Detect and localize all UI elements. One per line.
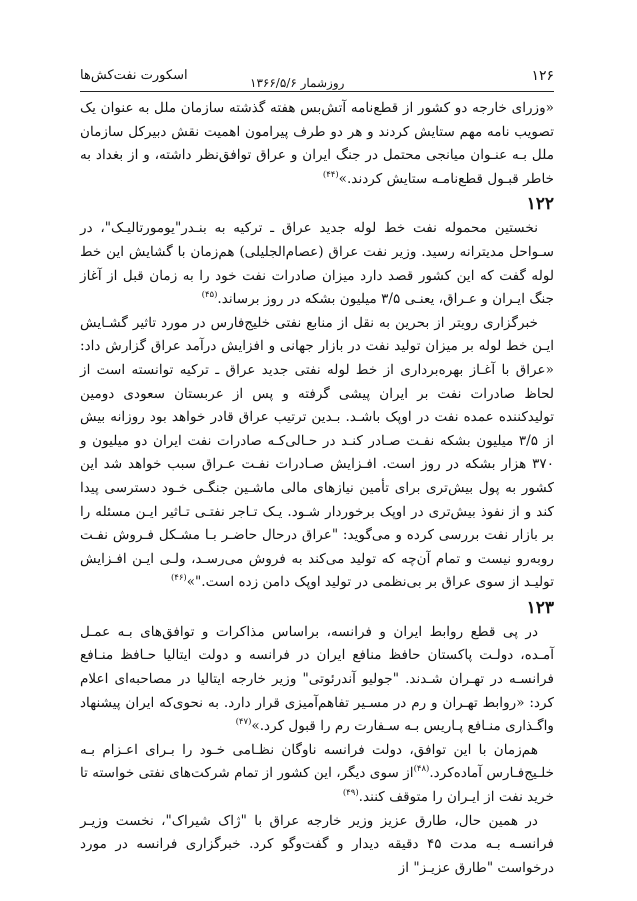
- footnote-ref: (۴۴): [322, 169, 339, 180]
- page-number: ۱۲۶: [531, 68, 554, 84]
- paragraph: «وزرای خارجه دو کشور از قطع‌نامه آتش‌بس هفته گذشته سازمان ملل به عنوان یک تصویب نامه مهم ستایش کردند و هر دو طرف پیرامون اهمیت نقش دبیرکل سازمان ملل بـه عنـوان میانجی محتمل در جنگ ایران و عراق توافق‌نظر داشته، و از بغداد به خاطر قبـول قطع‌نامـه ستایش کردند.»$^{(۴۴)}$: [80, 100, 554, 187]
- paragraph: در پی قطع روابط ایران و فرانسه، براساس مذاکرات و توافق‌های بـه عمـل آمـده، دولـت پاکستان حافظ منافع ایران در فرانسه و دولت ایتالیا حـافظ منـافع فرانسـه در تهـران شـدند. "جولیو آندرئوتی" وزیر خارجه ایتالیا در مصاحبه‌ای اعلام کرد: «روابط تهـران و رم در مسـیر تفاهم‌آمیزی قرار دارد. به نحوی‌که ایران پیشنهاد واگـذاری منـافع پـاریس بـه سـفارت رم را قبول کرد.»$^{(۴۷)}$: [80, 623, 554, 735]
- paragraph: در همین حال، طارق عزیز وزیر خارجه عراق با "ژاک شیراک"، نخست وزیـر فرانسـه بـه مدت ۴۵ دقیقه دیدار و گفت‌وگو کرد. خبرگزاری فرانسه در مورد درخواست "طارق عزیـز" از: [80, 812, 554, 876]
- running-title: اسکورت نفت‌کش‌ها: [80, 68, 188, 83]
- footnote-ref: (۴۷): [235, 717, 252, 728]
- page-body: [80, 97, 554, 880]
- section-number: ۱۲۲: [526, 194, 554, 215]
- footnote-ref: (۴۹): [342, 788, 359, 799]
- paragraph: هم‌زمان با این توافق، دولت فرانسه ناوگان نظـامی خـود را بـرای اعـزام بـه خلـیج‌فـارس آماده‌کرد.$^{(۴۸)}$از سوی دیگر، این کشور از تمام شرکت‌های نفتی خواسته تا خرید نفت از ایـران را متوقف کنند.$^{(۴۹)}$: [80, 741, 554, 806]
- page-header: [80, 64, 554, 94]
- footnote-ref: (۴۶): [170, 573, 187, 584]
- diary-date: روزشمار ۱۳۶۶/۵/۶: [250, 76, 345, 90]
- header-rule: [80, 91, 554, 92]
- paragraph: نخستین محموله نفت خط لوله جدید عراق ـ ترکیه به بنـدر"یومورتالیـک"، در سـواحل مدیترانه رسید. وزیر نفت عراق (عصام‌الجلیلی) هم‌زمان با گشایش این خط لوله گفت که این کشور قصد دارد میزان صادرات نفت خود را به زمان قبل از آغاز جنگ ایـران و عـراق، یعنـی ۳/۵ میلیون بشکه در روز برساند.$^{(۴۵)}$: [80, 220, 554, 308]
- section-number: ۱۲۳: [526, 597, 554, 618]
- paragraph: خبرگزاری رویتر از بحرین به نقل از منابع نفتی خلیج‌فارس در مورد تاثیر گشـایش ایـن خط لوله بر میزان تولید نفت در بازار جهانی و افزایش درآمد عراق گزارش داد: «عراق با آغـاز بهره‌برداری از خط لوله نفتی جدید عراق ـ ترکیه توانسته است از لحاظ صادرات نفت بر ایران پیشی گرفته و پس از عربستان سعودی دومین تولیدکننده عمده نفت در اوپک باشـد. بـدین ترتیب عراق قادر خواهد بود روزانه بیش از ۳/۵ میلیون بشکه نفـت صـادر کنـد در حـالی‌کـه صادرات نفت ایران دو میلیون و ۳۷۰ هزار بشکه در روز است. افـزایش صـادرات نفـت عـراق سبب خواهد شد این کشور به پول بیش‌تری برای تأمین نیازهای مالی ماشـین جنگـی خـود دسترسی پیدا کند و از نفوذ بیش‌تری در اوپک برخوردار شـود. یـک تـاجر نفتـی تـاثیر ایـن مسئله را بر بازار نفت بررسی کرده و می‌گوید: "عراق درحال حاضـر بـا مشـکل فـروش نفـت روبه‌رو نیست و تمام آن‌چه که تولید می‌کند به فروش می‌رسـد، ولـی ایـن افـزایش تولیـد از سوی عراق بر بی‌نظمی در تولید اوپک دامن زده است."»$^{(۴۶)}$: [80, 314, 555, 591]
- footnote-ref: (۴۵): [201, 290, 218, 301]
- footnote-ref: (۴۸): [413, 764, 430, 775]
